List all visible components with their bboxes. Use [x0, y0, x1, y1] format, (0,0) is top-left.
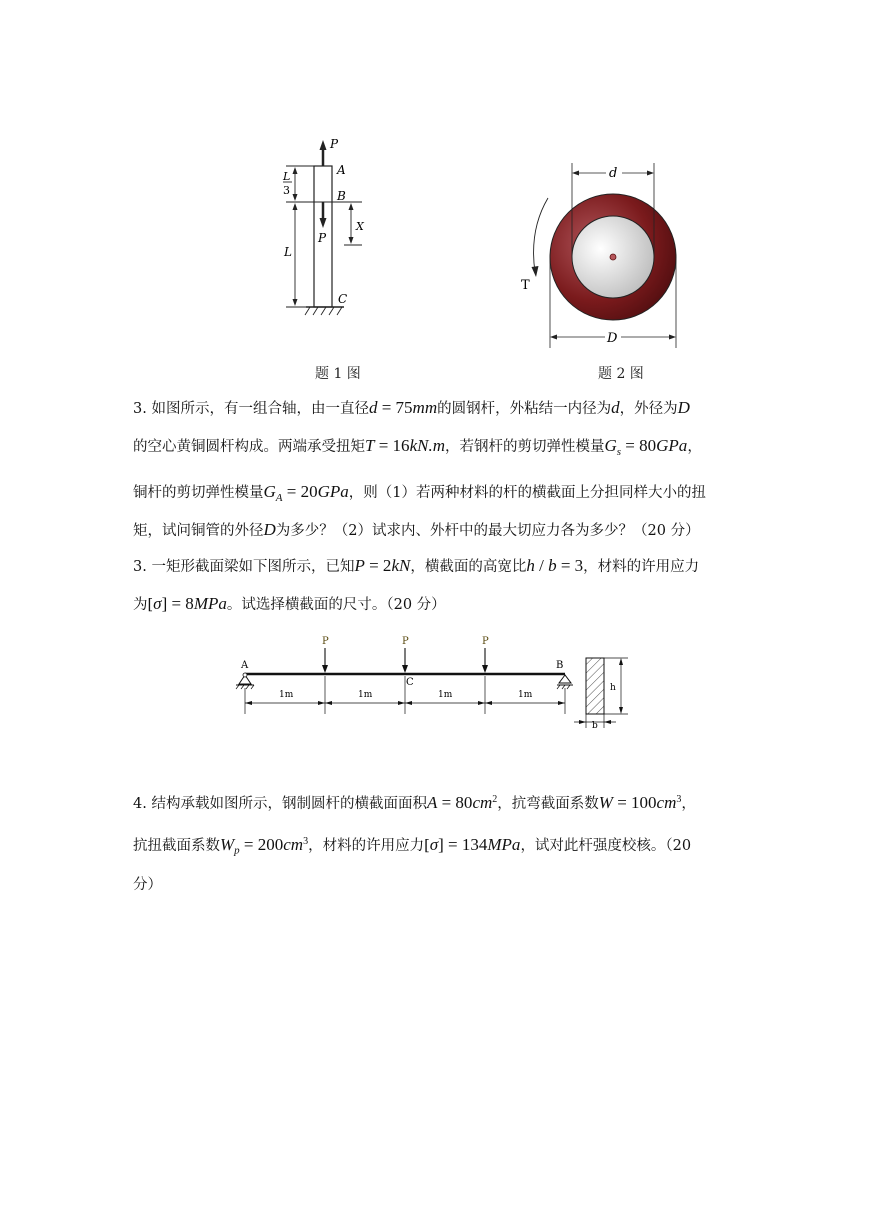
figure-1-caption: 题 1 图 — [315, 366, 361, 382]
fig1-label-b: B — [337, 189, 346, 203]
beam-span-2: 1m — [358, 690, 373, 700]
beam-label-p1: P — [322, 636, 329, 647]
beam-label-p3: P — [482, 636, 489, 647]
q3a-line-2: 的空心黄铜圆杆构成。两端承受扭矩T = 16kN.m，若钢杆的剪切弹性模量$G_s = 80GPa$， — [133, 436, 702, 458]
q3a-line-3: 铜杆的剪切弹性模量$G_A = 20GPa$，则（1）若两种材料的杆的横截面上分担同样大小的扭 — [133, 482, 707, 504]
fig1-label-l-num: L — [283, 170, 291, 183]
beam-label-b-width: b — [592, 721, 598, 731]
q4-line-2: 抗扭截面系数$W_p = 200cm^3$，材料的许用应力[σ] = 134MPa，试对此杆强度校核。（20 — [133, 834, 692, 857]
beam-span-4: 1m — [518, 690, 533, 700]
fig1-label-l: L — [284, 245, 292, 259]
q3a-line-1: 3. 如图所示，有一组合轴，由一直径d = 75mm的圆钢杆，外粘结一内径为d，外径为D — [133, 398, 690, 417]
q4-line-3: 分） — [133, 877, 162, 893]
q3a-line-4: 矩，试问铜管的外径D为多少？（2）试求内、外杆中的最大切应力各为多少？（20 分） — [133, 520, 700, 539]
beam-span-3: 1m — [438, 690, 453, 700]
q3b-line-2: 为[σ] = 8MPa。试选择横截面的尺寸。（20 分） — [133, 594, 446, 613]
fig1-label-a: A — [337, 163, 346, 177]
fig1-label-x: X — [356, 220, 364, 233]
figure-2-caption: 题 2 图 — [598, 366, 644, 382]
beam-diagram — [232, 628, 642, 733]
beam-label-b: B — [556, 660, 564, 671]
fig1-label-p-top: P — [330, 137, 339, 151]
figure-2-diagram — [515, 160, 690, 350]
fig2-label-big-d: D — [607, 331, 618, 346]
fig1-label-l-den: 3 — [283, 184, 290, 197]
fig2-label-d: d — [609, 166, 618, 181]
fig2-label-t: T — [521, 278, 530, 293]
figure-1-diagram — [270, 130, 380, 325]
beam-label-h: h — [610, 683, 616, 693]
beam-label-a: A — [241, 660, 249, 671]
beam-label-p2: P — [402, 636, 409, 647]
fig1-label-p-mid: P — [318, 231, 327, 245]
q4-line-1: 4. 结构承载如图所示，钢制圆杆的横截面面积$A = 80cm^2$，抗弯截面系数$W = 100cm^3$， — [133, 792, 696, 812]
fig1-label-c: C — [338, 292, 348, 306]
beam-span-1: 1m — [279, 690, 294, 700]
beam-label-c: C — [406, 677, 414, 688]
q3b-line-1: 3. 一矩形截面梁如下图所示，已知P = 2kN，横截面的高宽比h / b = 3，材料的许用应力 — [133, 556, 700, 575]
